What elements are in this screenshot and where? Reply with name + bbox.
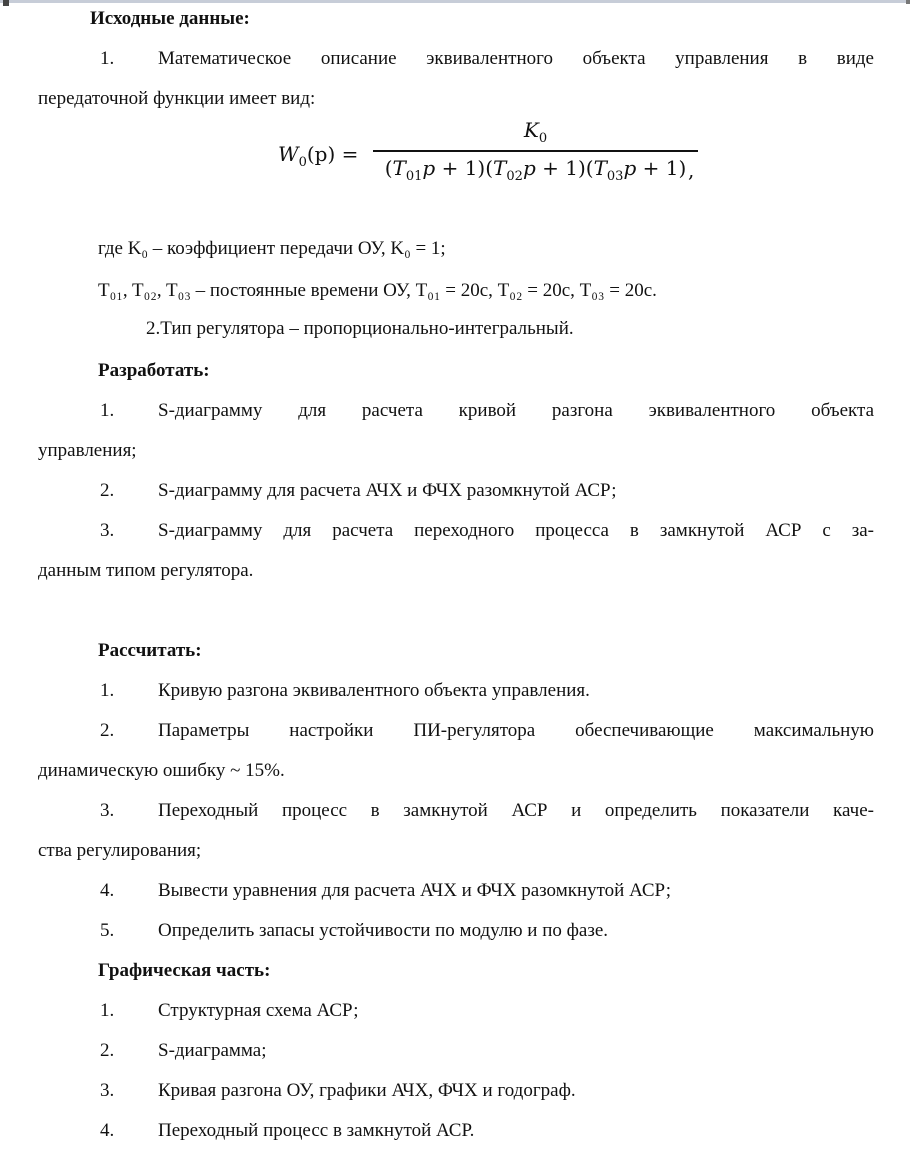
develop-number: 3. (100, 520, 115, 541)
graph-text: S-диаграмма; (158, 1040, 267, 1061)
formula-lhs: $W_0(p)$ = (278, 142, 359, 170)
formula-comma: , (688, 158, 695, 182)
develop-text: S-диаграмму для расчета АЧХ и ФЧХ разомкнутой АСР; (158, 480, 617, 501)
heading-initial-data: Исходные данные: (90, 8, 250, 29)
calc-number: 3. (100, 800, 115, 821)
graph-number: 4. (100, 1120, 115, 1141)
heading-develop: Разработать: (98, 360, 210, 381)
develop-text-cont: управления; (38, 440, 137, 461)
calc-text-cont: ства регулирования; (38, 840, 202, 861)
where-line: где K₀ – коэффициент передачи ОУ, K₀ = 1; (98, 238, 446, 259)
graph-text: Кривая разгона ОУ, графики АЧХ, ФЧХ и годограф. (158, 1080, 576, 1101)
heading-graphic-part: Графическая часть: (98, 960, 271, 981)
calc-text: Вывести уравнения для расчета АЧХ и ФЧХ разомкнутой АСР; (158, 880, 672, 901)
calc-number: 1. (100, 680, 115, 701)
calc-number: 4. (100, 880, 115, 901)
graph-text: Структурная схема АСР; (158, 1000, 359, 1021)
graph-number: 1. (100, 1000, 115, 1021)
calc-number: 2. (100, 720, 115, 741)
item-text-cont: передаточной функции имеет вид: (38, 88, 316, 109)
item-number: 1. (100, 48, 115, 69)
graph-number: 3. (100, 1080, 115, 1101)
time-constants-line: T₀₁, T₀₂, T₀₃ – постоянные времени ОУ, T₀₁ = 20с, T₀₂ = 20с, T₀₃ = 20с. (98, 280, 657, 301)
develop-number: 1. (100, 400, 115, 421)
calc-text: Переходный процесс в замкнутой АСР и определить показатели каче- (158, 800, 874, 821)
calc-text: Определить запасы устойчивости по модулю и по фазе. (158, 920, 609, 941)
develop-text-cont: данным типом регулятора. (38, 560, 254, 581)
corner-mark-right (906, 0, 910, 4)
formula-numerator: $K_0$ (523, 118, 548, 146)
calc-text-cont: динамическую ошибку ~ 15%. (38, 760, 285, 781)
develop-text: S-диаграмму для расчета переходного процесса в замкнутой АСР с за- (158, 520, 874, 541)
develop-number: 2. (100, 480, 115, 501)
item-text: Математическое описание эквивалентного объекта управления в виде (158, 48, 874, 69)
formula-denominator: $(T_{01}p + 1)(T_{02}p + 1)(T_{03}p + 1)$ (384, 156, 687, 184)
corner-mark (3, 0, 9, 6)
fraction-bar (373, 150, 698, 152)
transfer-function-formula (278, 118, 708, 198)
calc-number: 5. (100, 920, 115, 941)
graph-text: Переходный процесс в замкнутой АСР. (158, 1120, 475, 1141)
develop-text: S-диаграмму для расчета кривой разгона эквивалентного объекта (158, 400, 874, 421)
calc-text: Кривую разгона эквивалентного объекта управления. (158, 680, 590, 701)
graph-number: 2. (100, 1040, 115, 1061)
calc-text: Параметры настройки ПИ-регулятора обеспечивающие максимальную (158, 720, 874, 741)
formula-fraction (373, 118, 698, 184)
regulator-type-line: 2.Тип регулятора – пропорционально-интегральный. (146, 318, 574, 339)
heading-calculate: Рассчитать: (98, 640, 202, 661)
top-border (0, 0, 910, 3)
